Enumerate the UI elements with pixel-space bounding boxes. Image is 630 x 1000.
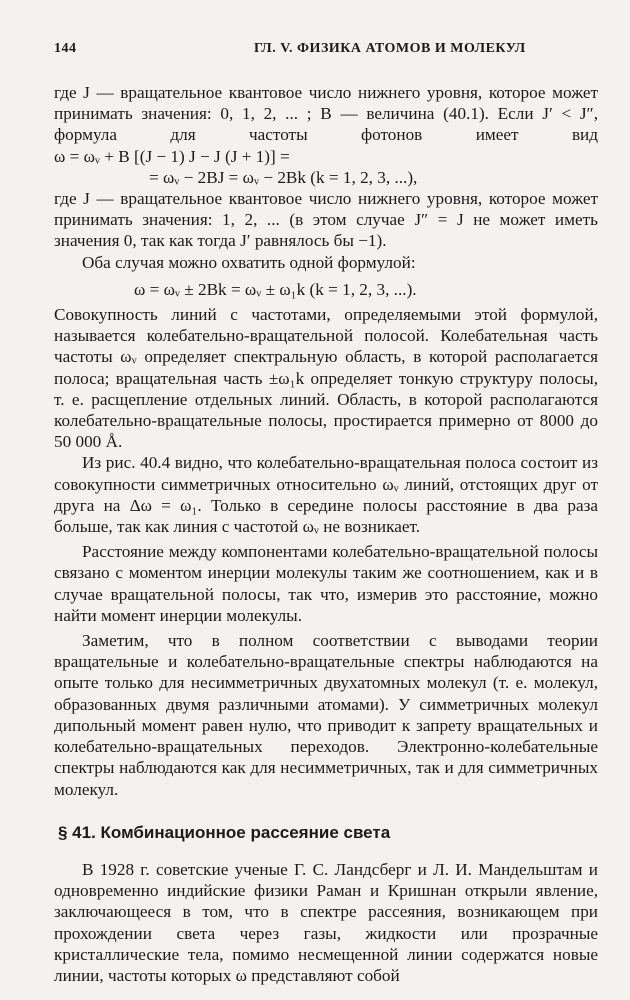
paragraph-1: где J — вращательное квантовое число нижнего уровня, которое может принимать значения: 0, 1, 2, ... ; B — величина (40.1). Если J′ < J″, формула для частоты фотонов имеет вид xyxy=(54,83,598,145)
formula-2: ω = ωᵥ ± 2Bk = ωᵥ ± ω₁k (k = 1, 2, 3, ...). xyxy=(134,279,417,299)
paragraph-5: Из рис. 40.4 видно, что колебательно-вращательная полоса состоит из совокупности симметричных относительно ωᵥ линий, отстоящих друг от друга на Δω = ω₁. Только в середине полосы расстояние в два раза больше, так как линия с частотой ωᵥ не возникает. xyxy=(54,453,598,537)
page-body xyxy=(54,82,598,986)
paragraph-2: где J — вращательное квантовое число нижнего уровня, которое может принимать значения: 1, 2, ... (в этом случае J″ = J не может иметь значения 0, так как тогда J′ равнялось бы −1). xyxy=(54,189,598,251)
paragraph-3: Оба случая можно охватить одной формулой: xyxy=(82,252,416,272)
formula-1-line-1: ω = ωᵥ + B [(J − 1) J − J (J + 1)] = xyxy=(54,146,290,166)
section-title: § 41. Комбинационное рассеяние света xyxy=(58,822,391,842)
formula-1-line-2: = ωᵥ − 2BJ = ωᵥ − 2Bk (k = 1, 2, 3, ...), xyxy=(149,167,418,187)
page-number: 144 xyxy=(54,41,77,56)
paragraph-8: В 1928 г. советские ученые Г. С. Ландсберг и Л. И. Мандельштам и одновременно индийские физики Раман и Кришнан открыли явление, заключающееся в том, что в спектре рассеяния, возникающем при прохождении света через газы, жидкости или прозрачные кристаллические тела, помимо несмещенной линии содержатся новые линии, частоты которых ω представляют собой xyxy=(54,859,598,985)
paragraph-7: Заметим, что в полном соответствии с выводами теории вращательные и колебательно-вращательные спектры наблюдаются на опыте только для несимметричных двухатомных молекул (т. е. молекул, образованных двумя различными атомами). У симметричных молекул дипольный момент равен нулю, что приводит к запрету вращательных и колебательно-вращательных переходов. Электронно-колебательные спектры наблюдаются как для несимметричных, так и для симметричных молекул. xyxy=(54,631,598,799)
paragraph-4: Совокупность линий с частотами, определяемыми этой формулой, называется колебательно-вращательной полосой. Колебательная часть частоты ωᵥ определяет спектральную область, в которой располагается полоса; вращательная часть ±ω₁k определяет тонкую структуру полосы, т. е. расщепление отдельных линий. Область, в которой располагаются колебательно-вращательные полосы, простирается примерно от 8000 до 50 000 Å. xyxy=(54,305,598,452)
paragraph-6: Расстояние между компонентами колебательно-вращательной полосы связано с моментом инерции молекулы таким же соотношением, как и в случае вращательной полосы, так что, измерив это расстояние, можно найти момент инерции молекулы. xyxy=(54,542,598,625)
running-title: ГЛ. V. ФИЗИКА АТОМОВ И МОЛЕКУЛ xyxy=(254,41,526,56)
